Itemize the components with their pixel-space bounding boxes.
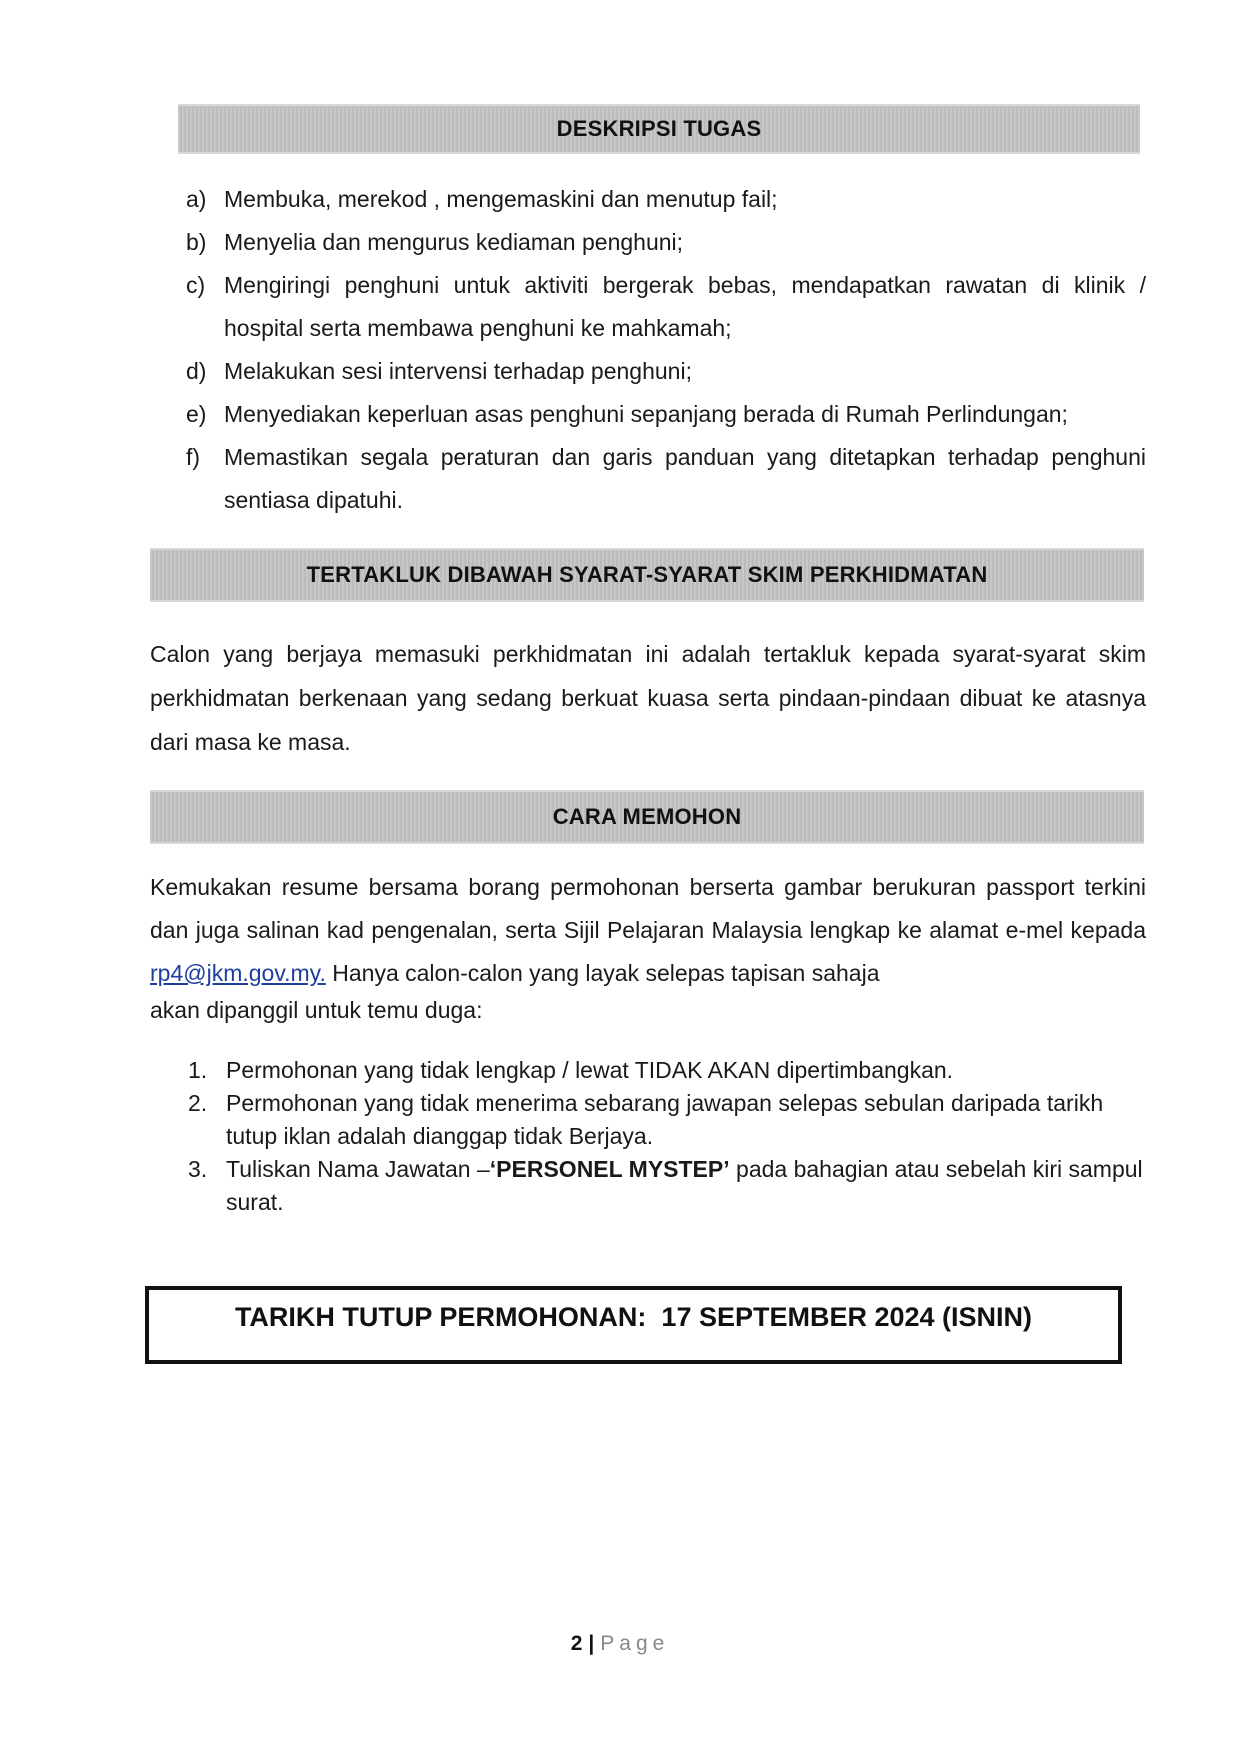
page-label: Page <box>600 1632 670 1655</box>
list-item-text: Permohonan yang tidak menerima sebarang jawapan selepas sebulan daripada tarikh tutup iklan adalah dianggap tidak Berjaya. <box>226 1090 1104 1149</box>
heading-text: TERTAKLUK DIBAWAH SYARAT-SYARAT SKIM PERKHIDMATAN <box>306 562 988 587</box>
heading-text: CARA MEMOHON <box>552 804 742 829</box>
email-link[interactable]: rp4@jkm.gov.my. <box>150 960 326 986</box>
list-item <box>186 393 1146 436</box>
page-separator: | <box>588 1632 595 1655</box>
list-item-label: e) <box>186 401 207 427</box>
list-item-text <box>226 1153 1148 1219</box>
list-item-label: c) <box>186 272 206 298</box>
application-notes-list <box>188 1054 1148 1219</box>
list-item-label: a) <box>186 186 207 212</box>
list-item-text: Melakukan sesi intervensi terhadap penghuni; <box>224 358 692 384</box>
list-item-label: 1. <box>188 1057 208 1083</box>
note-text: pada bahagian atau sebelah kiri sampul surat. <box>226 1156 1143 1215</box>
paragraph-text: Hanya calon-calon yang layak selepas tapisan sahaja <box>332 960 880 986</box>
section-heading-syarat-skim <box>150 548 1144 602</box>
list-item-label: b) <box>186 229 207 255</box>
note-text: Tuliskan Nama Jawatan – <box>226 1156 490 1182</box>
list-item-text: Membuka, merekod , mengemaskini dan menutup fail; <box>224 186 778 212</box>
section-heading-deskripsi-tugas <box>178 104 1140 154</box>
section-heading-cara-memohon <box>150 790 1144 844</box>
list-item-label: d) <box>186 358 207 384</box>
how-to-apply-paragraph <box>150 866 1146 1025</box>
heading-text: DESKRIPSI TUGAS <box>556 116 762 141</box>
list-item-label: f) <box>186 444 201 470</box>
list-item <box>186 436 1146 522</box>
page-number: 2 <box>570 1632 583 1655</box>
list-item <box>186 221 1146 264</box>
list-item-text: Memastikan segala peraturan dan garis panduan yang ditetapkan terhadap penghuni sentiasa dipatuhi. <box>224 444 1146 513</box>
list-item-label: 3. <box>188 1156 208 1182</box>
list-item <box>186 178 1146 221</box>
list-item <box>188 1087 1148 1153</box>
list-item-text: Permohonan yang tidak lengkap / lewat TIDAK AKAN dipertimbangkan. <box>226 1057 954 1083</box>
page-footer <box>0 1632 1240 1656</box>
job-description-list <box>186 178 1146 522</box>
terms-paragraph: Calon yang berjaya memasuki perkhidmatan ini adalah tertakluk kepada syarat-syarat skim perkhidmatan berkenaan yang sedang berkuat kuasa serta pindaan-pindaan dibuat ke atasnya dari masa ke masa. <box>150 641 1146 755</box>
list-item-text: Menyelia dan mengurus kediaman penghuni; <box>224 229 684 255</box>
list-item <box>186 264 1146 350</box>
list-item <box>188 1153 1148 1219</box>
paragraph-text: Kemukakan resume bersama borang permohonan berserta gambar berukuran passport terkini dan juga salinan kad pengenalan, serta Sijil Pelajaran Malaysia lengkap ke alamat e-mel kepada <box>150 874 1146 943</box>
closing-date-box <box>145 1286 1122 1364</box>
closing-date-text: TARIKH TUTUP PERMOHONAN: 17 SEPTEMBER 2024 (ISNIN) <box>234 1302 1033 1332</box>
paragraph-last-line: akan dipanggil untuk temu duga: <box>150 997 483 1023</box>
list-item-text: Menyediakan keperluan asas penghuni sepanjang berada di Rumah Perlindungan; <box>224 401 1068 427</box>
list-item <box>188 1054 1148 1087</box>
position-name: ‘PERSONEL MYSTEP’ <box>489 1156 730 1182</box>
list-item <box>186 350 1146 393</box>
list-item-text: Mengiringi penghuni untuk aktiviti bergerak bebas, mendapatkan rawatan di klinik / hospital serta membawa penghuni ke mahkamah; <box>224 272 1146 341</box>
list-item-label: 2. <box>188 1090 208 1116</box>
